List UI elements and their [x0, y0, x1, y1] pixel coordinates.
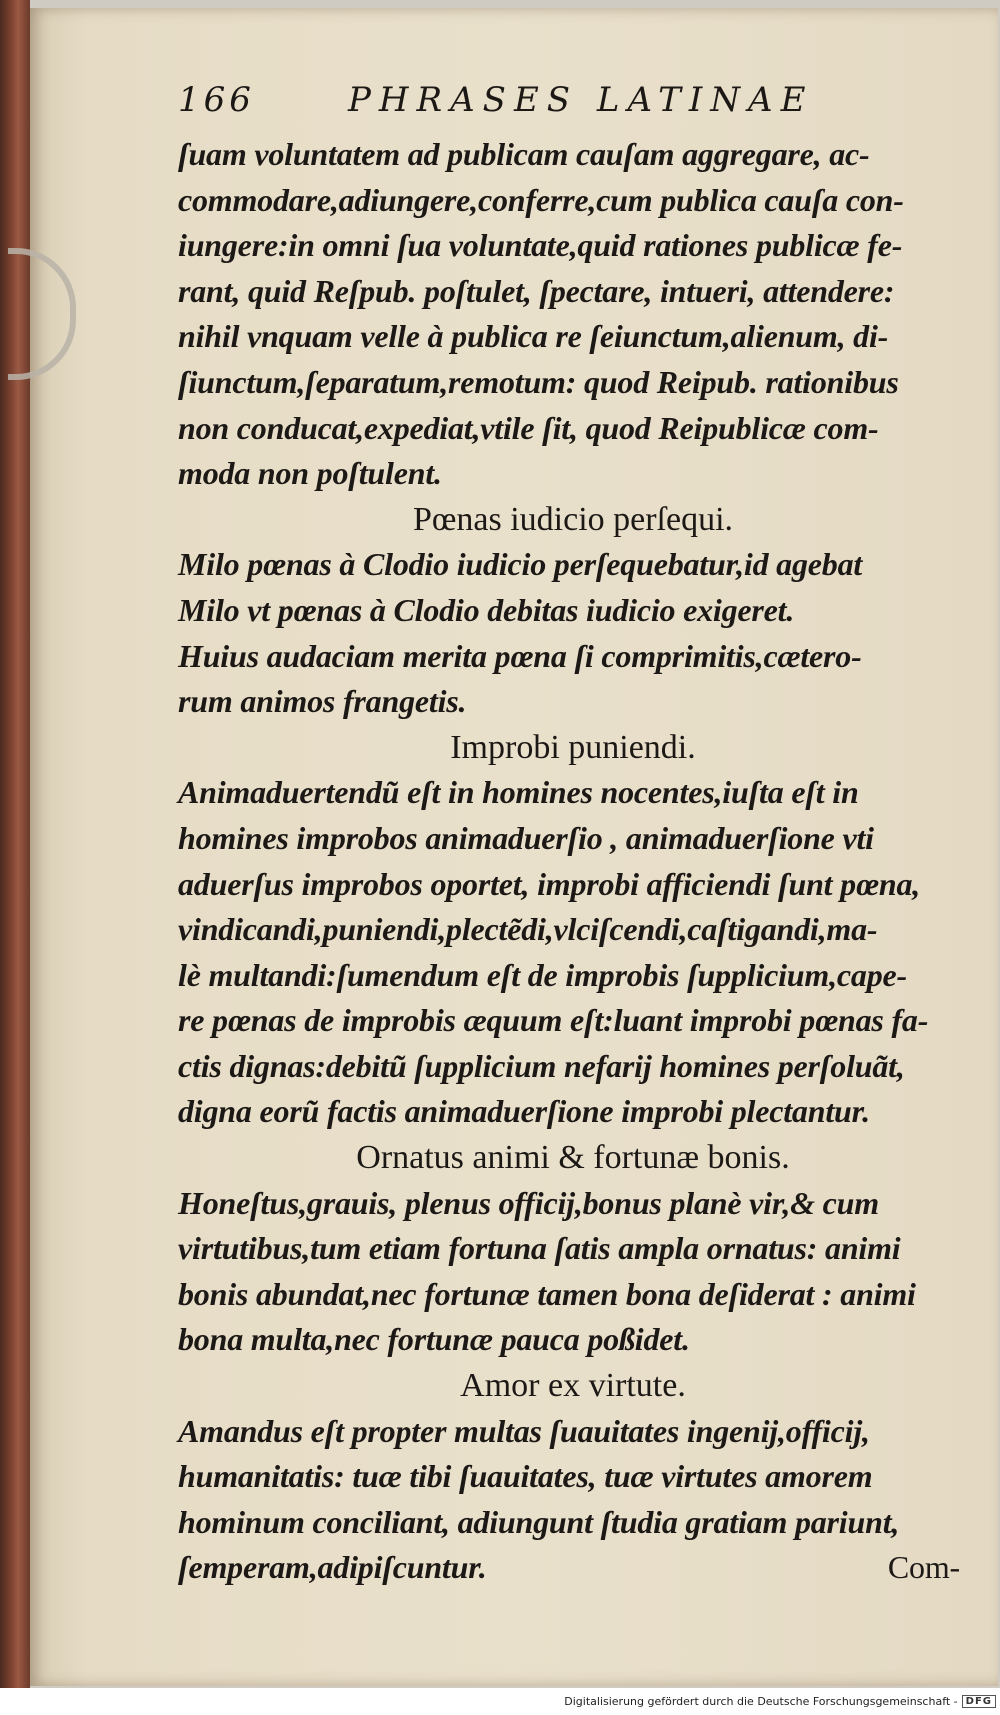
section-heading: Pœnas iudicio perſequi.: [412, 500, 734, 538]
text-line: ſemperam,adipiſcuntur.: [178, 1549, 487, 1586]
text-line: ſiunctum,ſeparatum,remotum: quod Reipub. rationibus: [178, 363, 899, 400]
text-line: commodare,adiungere,conferre,cum publica cauſa con-: [178, 181, 904, 218]
dfg-logo-icon: DFG: [962, 1695, 996, 1708]
text-line: lè multandi:ſumendum eſt de improbis ſupplicium,cape-: [178, 956, 907, 993]
text-line: bonis abundat,nec fortunæ tamen bona deſiderat : animi: [178, 1275, 916, 1312]
text-line: humanitatis: tuæ tibi ſuauitates, tuæ virtutes amorem: [178, 1458, 873, 1495]
footer-credit: Digitalisierung gefördert durch die Deutsche Forschungsgemeinschaft -: [564, 1695, 958, 1708]
text-line: ctis dignas:debitũ ſupplicium nefarij homines perſoluãt,: [178, 1047, 905, 1084]
text-line: Amandus eſt propter multas ſuauitates ingenij,officij,: [178, 1412, 870, 1449]
text-line: bona multa,nec fortunæ pauca poßidet.: [178, 1321, 690, 1358]
page-header: [178, 80, 968, 132]
digitization-footer: [0, 1688, 1000, 1715]
text-line: non conducat,expediat,vtile ſit, quod Reipublicæ com-: [178, 409, 879, 446]
section-heading: Ornatus animi & fortunæ bonis.: [356, 1139, 790, 1177]
text-line: vindicandi,puniendi,plectẽdi,vlciſcendi,caſtigandi,ma-: [178, 911, 878, 948]
text-line: digna eorũ factis animaduerſione improbi plectantur.: [178, 1093, 870, 1130]
page-number: 166: [178, 80, 255, 120]
text-line: Milo pœnas à Clodio iudicio perſequebatur,id agebat: [178, 546, 863, 583]
last-line: [178, 1545, 968, 1591]
section-heading: Amor ex virtute.: [460, 1367, 686, 1405]
text-line: moda non poſtulent.: [178, 455, 442, 492]
text-line: Huius audaciam merita pœna ſi comprimitis,cætero-: [178, 637, 862, 674]
page-text: [178, 80, 968, 1591]
text-line: virtutibus,tum etiam fortuna ſatis ampla ornatus: animi: [178, 1230, 901, 1267]
text-line: rum animos frangetis.: [178, 683, 467, 720]
text-line: nihil vnquam velle à publica re ſeiunctum,alienum, di-: [178, 318, 889, 355]
running-title: PHRASES LATINAE: [348, 80, 814, 120]
text-line: Animaduertendũ eſt in homines nocentes,iuſta eſt in: [178, 774, 859, 811]
section-heading: Improbi puniendi.: [450, 728, 696, 766]
text-line: hominum conciliant, adiungunt ſtudia gratiam pariunt,: [178, 1503, 900, 1540]
text-line: Milo vt pœnas à Clodio debitas iudicio exigeret.: [178, 591, 795, 628]
catchword: Com-: [887, 1549, 960, 1586]
text-line: re pœnas de improbis æquum eſt:luant improbi pœnas fa-: [178, 1002, 929, 1039]
text-line: rant, quid Reſpub. poſtulet, ſpectare, intueri, attendere:: [178, 272, 895, 309]
text-line: Honeſtus,grauis, plenus officij,bonus planè vir,& cum: [178, 1184, 879, 1221]
text-line: ſuam voluntatem ad publicam cauſam aggregare, ac-: [178, 136, 870, 172]
text-line: homines improbos animaduerſio , animaduerſione vti: [178, 819, 874, 856]
text-line: aduerſus improbos oportet, improbi afficiendi ſunt pœna,: [178, 865, 921, 902]
text-line: iungere:in omni ſua voluntate,quid rationes publicæ fe-: [178, 227, 903, 264]
